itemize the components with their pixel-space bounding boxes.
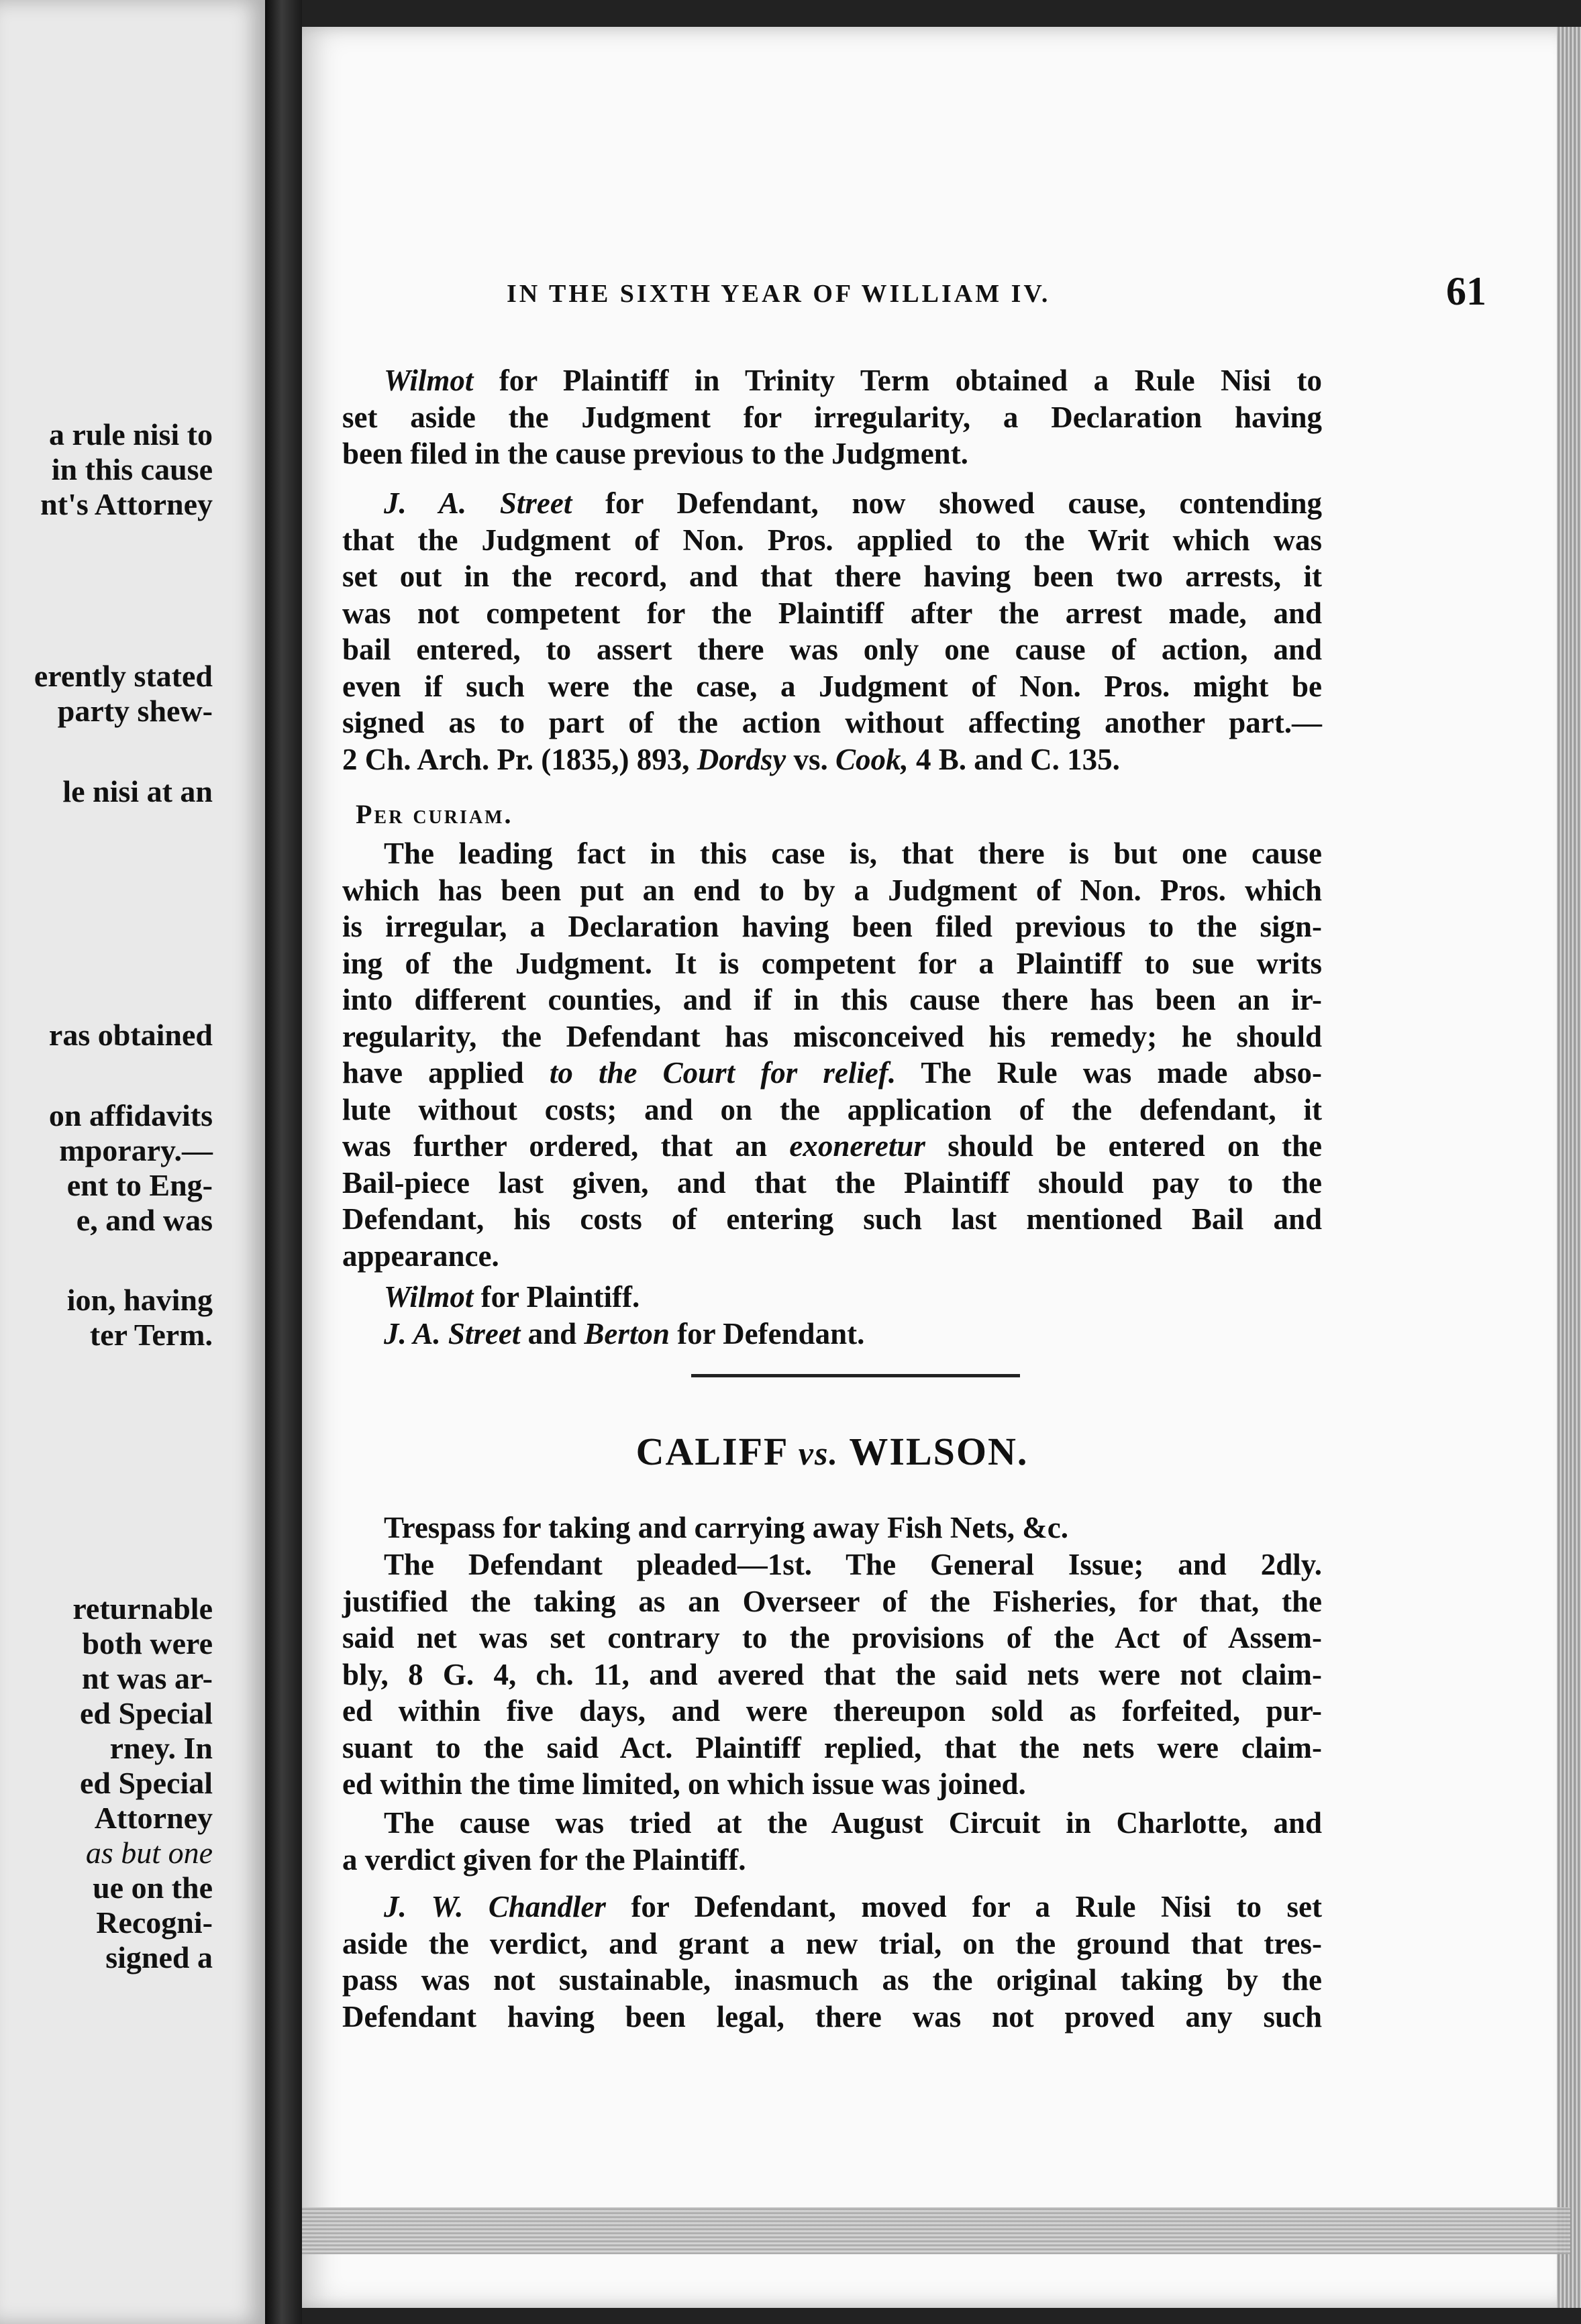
left-page-line: ed Special [79,1766,213,1800]
text-line: pass was not sustainable, inasmuch as the original taking by the [342,1963,1322,1997]
text-line: a verdict given for the Plaintiff. [342,1842,746,1877]
citation: vs. [786,742,836,776]
text-line: ed within the time limited, on which issue was joined. [342,1767,1026,1801]
left-page-line: ed Special [79,1696,213,1730]
text-line: Defendant having been legal, there was not proved any such [342,1999,1322,2034]
text-line: bail entered, to assert there was only one cause of action, and [342,633,1322,666]
counsel-listing [342,1279,1322,1352]
left-page-line: ent to Eng- [66,1168,213,1202]
left-page-line: mporary.— [59,1133,213,1167]
left-page-line: on affidavits [48,1098,213,1132]
left-page-line: rney. In [109,1731,213,1765]
text-line: which has been put an end to by a Judgment of Non. Pros. which [342,873,1322,907]
text-line: set aside the Judgment for irregularity, a Declaration having [342,400,1322,434]
text-line: Defendant, his costs of entering such last mentioned Bail and [342,1202,1322,1236]
left-page-line: nt's Attorney [40,487,213,521]
emphasis: exoneretur [789,1129,925,1163]
book-gutter [265,0,302,2324]
left-page-line: ion, having [66,1283,213,1317]
section-divider [691,1374,1020,1377]
page-number: 61 [1446,269,1486,313]
text-line: have applied [342,1056,550,1090]
page-61 [302,27,1570,2308]
running-title: IN THE SIXTH YEAR OF WILLIAM IV. [507,280,1051,308]
left-page-line: e, and was [76,1203,213,1237]
text-line: for Plaintiff. [473,1280,640,1314]
text-line: The cause was tried at the August Circuit in Charlotte, and [384,1806,1322,1840]
counsel-name: J. W. Chandler [384,1890,606,1923]
left-page-line: signed a [105,1940,213,1974]
plaintiff-name: CALIFF [635,1430,788,1473]
text-line: for Plaintiff in Trinity Term obtained a Rule Nisi to [473,364,1322,397]
text-line: bly, 8 G. 4, ch. 11, and avered that the said nets were not claim- [342,1657,1322,1691]
text-line: that the Judgment of Non. Pros. applied to the Writ which was [342,523,1322,557]
counsel-name: Berton [584,1316,670,1351]
emphasis: to the Court for relief. [549,1056,897,1090]
case-title [342,1429,1322,1474]
case-party: Cook, [835,742,909,776]
versus: vs. [798,1434,839,1472]
text-line: said net was set contrary to the provisions of the Act of Assem- [342,1621,1322,1654]
left-page-line: returnable [72,1591,213,1626]
counsel-name: J. A. Street [384,1316,521,1351]
paragraph-wilmot-motion [342,362,1322,472]
text-line: aside the verdict, and grant a new trial, on the ground that tres- [342,1926,1322,1960]
counsel-name: J. A. Street [384,486,572,520]
text-line: into different counties, and if in this cause there has been an ir- [342,983,1322,1016]
left-page-line: both were [82,1626,213,1660]
text-line: suant to the said Act. Plaintiff replied, that the nets were claim- [342,1730,1322,1764]
text-line: for Defendant, moved for a Rule Nisi to set [605,1890,1322,1923]
paragraph-trial [342,1805,1322,1878]
left-page-line: le nisi at an [62,774,213,808]
text-line: for Defendant, now showed cause, contending [572,486,1322,520]
text-line: was further ordered, that an [342,1129,790,1163]
text-line: regularity, the Defendant has misconceived his remedy; he should [342,1019,1322,1053]
text-line: should be entered on the [925,1129,1322,1163]
text-line: set out in the record, and that there having been two arrests, it [342,560,1322,593]
left-page-line: party shew- [57,694,213,728]
left-page-line: in this cause [51,452,213,486]
text-line: justified the taking as an Overseer of the Fisheries, for that, the [342,1584,1322,1618]
paragraph-chandler-motion [342,1889,1322,2035]
left-page-line: Recogni- [96,1905,213,1940]
text-line: been filed in the cause previous to the Judgment. [342,437,968,470]
left-page-line: ras obtained [48,1018,213,1052]
page-stack-edge [1557,27,1581,2308]
left-page-line: Attorney [94,1801,213,1835]
text-line: was not competent for the Plaintiff after the arrest made, and [342,596,1322,630]
text-line: The Rule was made abso- [896,1056,1322,1090]
text-line: for Defendant. [669,1316,865,1351]
running-head [507,268,1486,315]
left-page-line: erently stated [34,659,213,693]
left-page-line: as but one [85,1836,213,1870]
text-line: The leading fact in this case is, that there is but one cause [384,837,1322,870]
text-line: appearance. [342,1238,499,1273]
text-line: signed as to part of the action without affecting another part.— [342,706,1322,739]
page-stack-bottom [302,2207,1570,2254]
paragraph-action [342,1510,1322,1546]
citation: 4 B. and C. 135. [908,742,1120,776]
paragraph-street-cause [342,485,1322,778]
paragraph-pleadings [342,1546,1322,1803]
case-party: Dordsy [697,742,786,776]
text-line: is irregular, a Declaration having been filed previous to the sign- [342,910,1322,943]
text-line: Trespass for taking and carrying away Fish Nets, &c. [384,1511,1069,1544]
text-line: and [520,1316,584,1351]
left-page-line: ue on the [93,1870,213,1905]
previous-page-fragment [0,0,269,2324]
text-line: lute without costs; and on the application of the defendant, it [342,1092,1322,1126]
text-line: ing of the Judgment. It is competent for a Plaintiff to sue writs [342,946,1322,980]
citation: 2 Ch. Arch. Pr. (1835,) 893, [342,742,697,776]
per-curiam-heading: Per curiam. [356,799,513,829]
text-line: Bail-piece last given, and that the Plaintiff should pay to the [342,1165,1322,1200]
left-page-line: ter Term. [89,1318,213,1352]
left-page-line: a rule nisi to [48,417,213,452]
counsel-name: Wilmot [384,364,474,397]
counsel-name: Wilmot [384,1280,474,1314]
text-line: ed within five days, and were thereupon sold as forfeited, pur- [342,1694,1322,1728]
paragraph-court-opinion [342,835,1322,1274]
text-line: The Defendant pleaded—1st. The General Issue; and 2dly. [384,1548,1322,1581]
defendant-name: WILSON. [849,1430,1029,1473]
text-line: even if such were the case, a Judgment of Non. Pros. might be [342,669,1322,703]
left-page-line: nt was ar- [81,1661,213,1695]
